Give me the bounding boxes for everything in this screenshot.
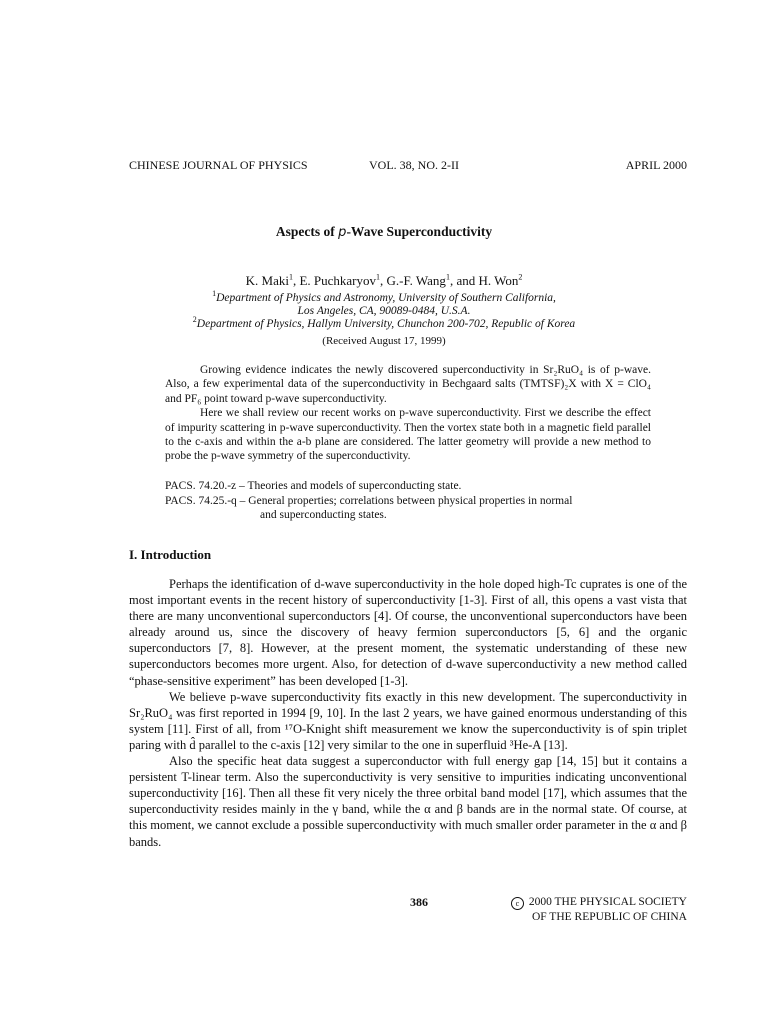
section-heading: I. Introduction [129, 547, 212, 562]
author-name: H. Won [478, 273, 519, 288]
title-symbol: p [338, 225, 347, 240]
pacs-entry [165, 479, 651, 493]
body-paragraph: We believe p-wave superconductivity fits exactly in this new development. The superconductivity in Sr₂RuO₄ was first reported in 1994 [9, 10]. In the last 2 years, we have gained enormous understanding of this system [11]. First of all, from ¹⁷O-Knight shift measurement we know the superconductivity is of spin triplet paring with d̂ parallel to the c-axis [12] very similar to the one in superfluid ³He-A [13]. [129, 689, 687, 752]
author-affiliation-mark: 1 [376, 272, 381, 282]
pacs-dash: – [236, 480, 248, 492]
received-date: (Received August 17, 1999) [322, 335, 446, 347]
pacs-code: PACS. 74.20.-z [165, 480, 237, 492]
abstract [165, 363, 651, 464]
paper-title [0, 224, 768, 240]
pacs-description-continued: and superconducting states. [260, 509, 387, 522]
body-paragraph: Perhaps the identification of d-wave superconductivity in the hole doped high-Tc cuprates is one of the most important events in the recent history of superconductivity [1-3]. First of all, this opens a vast vista that there are many unconventional superconductors [4]. Of course, the unconventional superconductors have been already around us, since the discovery of heavy fermion superconductors [5, 6] and the organic superconductors [7, 8]. However, at the present moment, the systematic understanding of these new superconductors becomes more urgent. Also, for detection of d-wave superconductivity a new method called “phase-sensitive experiment” has been developed [1-3]. [129, 577, 687, 688]
affiliation-line: Department of Physics and Astronomy, University of Southern California, [216, 292, 556, 304]
pacs-code: PACS. 74.25.-q [165, 495, 237, 507]
affiliation-line: Los Angeles, CA, 90089-0484, U.S.A. [297, 305, 471, 317]
body-text [129, 576, 687, 850]
affiliation-line: Department of Physics, Hallym University, Chunchon 200-702, Republic of Korea [196, 318, 576, 330]
author-list [0, 273, 768, 289]
abstract-paragraph: Here we shall review our recent works on p-wave superconductivity. First we describe the effect of impurity scattering in p-wave superconductivity. Then the vortex state both in a magnetic field parallel to the c-axis and within the a-b plane are considered. The latter geometry will provide a new method to probe the p-wave symmetry of the superconductivity. [165, 407, 651, 463]
copyright-line: OF THE REPUBLIC OF CHINA [531, 911, 687, 923]
author-affiliation-mark: 2 [518, 272, 523, 282]
journal-date: APRIL 2000 [625, 158, 687, 172]
abstract-paragraph: Growing evidence indicates the newly discovered superconductivity in Sr₂RuO₄ is of p-wave. Also, a few experimental data of the superconductivity in Bechgaard salts (TMTSF)₂X with X = ClO₄ and PF₆ point toward p-wave superconductivity. [165, 364, 651, 405]
author-separator: , [292, 273, 300, 288]
running-header [129, 158, 687, 174]
author-separator: , [380, 273, 387, 288]
author-separator: , and [449, 273, 479, 288]
pacs-description: Theories and models of superconducting state. [247, 480, 462, 492]
copyright-notice [507, 895, 687, 925]
pacs-entry [165, 494, 651, 523]
title-after: -Wave Superconductivity [346, 224, 493, 239]
author-affiliation-mark: 1 [445, 272, 450, 282]
copyright-line: 2000 THE PHYSICAL SOCIETY [528, 896, 687, 908]
title-before: Aspects of [275, 224, 339, 239]
pacs-dash: – [236, 495, 249, 507]
author-affiliation-mark: 1 [288, 272, 293, 282]
affiliation-mark: 2 [192, 315, 197, 325]
journal-volume: VOL. 38, NO. 2-II [369, 158, 459, 172]
page-number: 386 [410, 895, 428, 909]
author-name: K. Maki [245, 273, 289, 288]
affiliation-1 [0, 289, 768, 318]
journal-name: CHINESE JOURNAL OF PHYSICS [129, 158, 308, 172]
pacs-description: General properties; correlations between physical properties in normal [248, 495, 573, 507]
copyright-icon: c [511, 897, 524, 910]
affiliation-mark: 1 [212, 289, 217, 299]
body-paragraph: Also the specific heat data suggest a superconductor with full energy gap [14, 15] but it contains a persistent T-linear term. Also the superconductivity is very sensitive to impurities indicating unconventional superconductivity [16]. Then all these fit very nicely the three orbital band model [17], which assumes that the superconductivity resides mainly in the γ band, while the α and β bands are in the normal state. Of course, at this moment, we cannot exclude a possible superconductivity with much smaller order parameter in the α and β bands. [129, 754, 687, 849]
author-name: G.-F. Wang [386, 273, 446, 288]
affiliation-2 [0, 315, 768, 331]
author-name: E. Puchkaryov [299, 273, 377, 288]
